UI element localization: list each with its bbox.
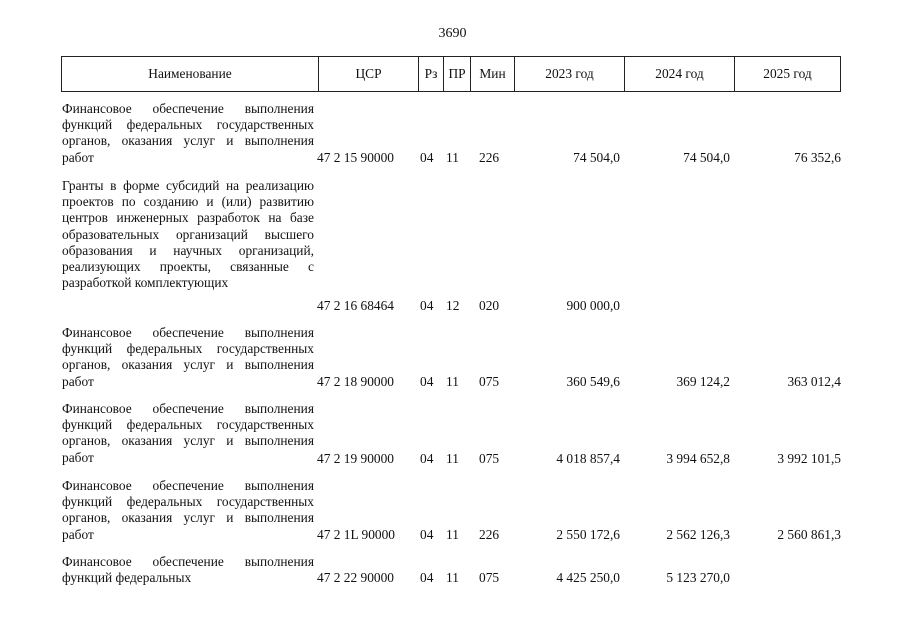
row-rz: 04 — [420, 298, 434, 313]
row-2024: 3 994 652,8 — [666, 451, 730, 466]
page-number: 3690 — [438, 26, 467, 41]
row-pr: 11 — [446, 570, 459, 585]
row-name: Финансовое обеспечение выполнения функций федеральных государственных органов, оказания услуг и выполнения работ — [62, 101, 314, 165]
row-min: 226 — [479, 150, 500, 165]
header-min: Мин — [470, 57, 514, 91]
row-min: 020 — [479, 298, 500, 313]
header-name: Наименование — [148, 66, 232, 81]
row-name: Финансовое обеспечение выполнения функций федеральных — [62, 554, 314, 586]
row-csr: 47 2 18 90000 — [317, 374, 394, 389]
header-2023: 2023 год — [514, 57, 624, 91]
row-2023: 4 425 250,0 — [556, 570, 620, 585]
row-rz: 04 — [420, 527, 434, 542]
row-name: Финансовое обеспечение выполнения функций федеральных государственных органов, оказания услуг и выполнения работ — [62, 478, 314, 542]
row-pr: 12 — [446, 298, 460, 313]
row-2024: 74 504,0 — [683, 150, 730, 165]
row-rz: 04 — [420, 570, 434, 585]
header-2024: 2024 год — [624, 57, 734, 91]
row-name: Финансовое обеспечение выполнения функций федеральных государственных органов, оказания услуг и выполнения работ — [62, 401, 314, 465]
row-2023: 4 018 857,4 — [556, 451, 620, 466]
header-rz: Рз — [418, 57, 443, 91]
row-2024: 5 123 270,0 — [666, 570, 730, 585]
row-csr: 47 2 19 90000 — [317, 451, 394, 466]
row-name: Гранты в форме субсидий на реализацию проектов по созданию и (или) развитию центров инженерных разработок на базе образовательных организаций высшего образования и научных организаций, реализующих проекты, связанные с разработкой комплектующих — [62, 178, 314, 291]
row-2024: 2 562 126,3 — [666, 527, 730, 542]
header-2025: 2025 год — [734, 57, 840, 91]
row-min: 075 — [479, 570, 500, 585]
row-2024: 369 124,2 — [676, 374, 730, 389]
row-2023: 2 550 172,6 — [556, 527, 620, 542]
row-csr: 47 2 15 90000 — [317, 150, 394, 165]
row-2023: 74 504,0 — [573, 150, 620, 165]
row-2025: 3 992 101,5 — [777, 451, 841, 466]
row-2025: 76 352,6 — [794, 150, 841, 165]
row-pr: 11 — [446, 150, 459, 165]
row-min: 075 — [479, 451, 500, 466]
row-csr: 47 2 1L 90000 — [317, 527, 395, 542]
row-min: 226 — [479, 527, 500, 542]
row-rz: 04 — [420, 150, 434, 165]
row-csr: 47 2 22 90000 — [317, 570, 394, 585]
row-rz: 04 — [420, 451, 434, 466]
row-pr: 11 — [446, 451, 459, 466]
header-pr: ПР — [443, 57, 470, 91]
row-min: 075 — [479, 374, 500, 389]
row-2025: 2 560 861,3 — [777, 527, 841, 542]
row-2023: 900 000,0 — [566, 298, 620, 313]
row-rz: 04 — [420, 374, 434, 389]
row-pr: 11 — [446, 527, 459, 542]
row-name: Финансовое обеспечение выполнения функций федеральных государственных органов, оказания услуг и выполнения работ — [62, 325, 314, 389]
row-pr: 11 — [446, 374, 459, 389]
row-2023: 360 549,6 — [566, 374, 620, 389]
row-csr: 47 2 16 68464 — [317, 298, 394, 313]
row-2025: 363 012,4 — [787, 374, 841, 389]
header-csr: ЦСР — [318, 57, 418, 91]
